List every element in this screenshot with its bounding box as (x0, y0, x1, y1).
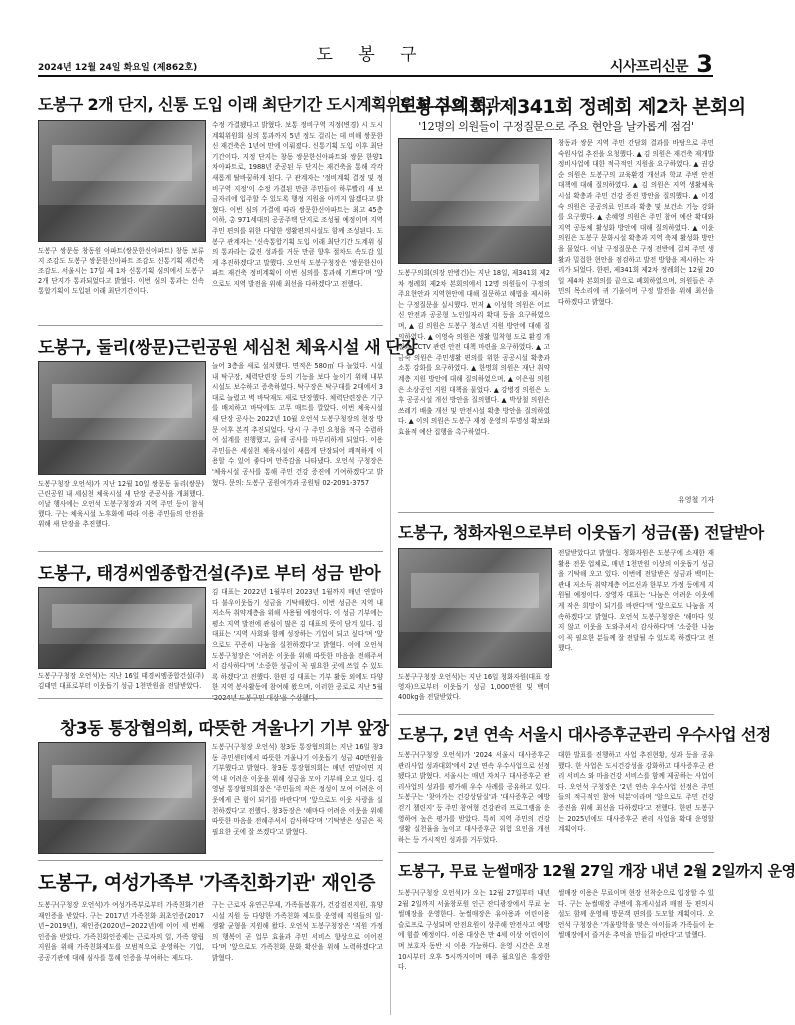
article-metabolic-program (398, 722, 771, 852)
article-body: 수정 가결됐다고 밝혔다. 보통 정비구역 지정(변경) 시 도시계획위원회 심의 통과까지 5년 정도 걸리는 데 비해 쌍문한신 재건축은 1년여 만에 이뤄졌다. 신통기획 도입 이후 최단기간이다. 지정 단지는 창동 쌍문한신아파트와 쌍문 한양1차아파트로, 1988년 준공된 두 단지는 재건축을 통해 각각 새롭게 탈바꿈하게 된다. 구 관계자는 '정비계획 결정 및 정비구역 지정'이 수정 가결된 만큼 주민들이 하루빨리 새 보금자리에 입주할 수 있도록 행정 지원을 아끼지 않겠다고 밝혔다. 이번 심의 가결에 따라 쌍문한신아파트는 최고 45층 이하, 총 971세대의 공공주택 단지로 조성될 예정이며 지역 주민 편의를 위한 다양한 생활편의시설도 함께 조성된다. 도봉구 관계자는 '신속통합기획 도입 이래 최단기간 도계위 심의 통과라는 값진 성과를 거둔 만큼 향후 절차도 속도감 있게 추진하겠다'고 말했다. 오언석 도봉구청장은 '쌍문한신아파트 재건축 정비계획이 이번 심의를 통과해 기쁘다'며 '앞으로도 지역 발전을 위해 최선을 다하겠다'고 전했다. (212, 121, 383, 288)
photo-caption: 도봉구구청장 오언석)는 지난 16일 청화자원(대표 장영자)으로부터 이웃돕기 성금 1,000만원 및 백미 400kg을 전달받았다. (398, 673, 550, 701)
article-body-left: 도봉구(구청장 오언석)가 오는 12월 27일부터 내년 2월 2일까지 서울창포원 인근 잔디광장에서 무료 눈썰매장을 운영한다. 눈썰매장은 유아용과 어린이용 슬로프로 구성되며 안전요원이 상주해 안전사고 예방에 힘쓸 예정이다. 이용 대상은 만 4세 이상 어린이이며 보호자 동반 시 이용 가능하다. 운영 시간은 오전 10시부터 오후 5시까지이며 매주 월요일은 휴장한다. (398, 889, 550, 972)
article-taekyung-donation (38, 559, 383, 702)
headline: 도봉구, 청화자원으로부터 이웃돕기 성금(품) 전달받아 (398, 523, 764, 542)
photo-caption: 도봉구청장 오언석)가 지난 12월 10일 쌍문동 둘리(쌍문)근린공원 내 세심천 체육시설 새 단장 준공식을 개최했다. 이날 행사에는 오언석 도봉구청장과 지역 주민 등이 참석했다. 구는 체육시설 노후화에 따라 이용 주민들의 안전을 위해 새 단장을 추진했다. (38, 480, 204, 528)
article-family-friendly (38, 868, 383, 1018)
article-photo (398, 138, 552, 264)
reporter-byline: 유영철 기자 (677, 496, 714, 504)
article-body-right: 썰매장 이용은 무료이며 현장 선착순으로 입장할 수 있다. 구는 눈썰매장 주변에 휴게시설과 매점 등 편의시설도 함께 운영해 방문객 편의를 도모할 계획이다. 오언석 구청장은 '겨울방학을 맞은 아이들과 가족들이 눈썰매장에서 즐거운 추억을 만들길 바란다'고 말했다. (558, 889, 714, 940)
section-divider (38, 860, 383, 861)
article-body: 도봉구(구청장 오언석) 창3동 통장협의회는 지난 16일 창3동 주민센터에서 따뜻한 겨울나기 이웃돕기 성금 40만원을 기부했다고 밝혔다. 창3동 통장협의회는 매년 연말이면 지역 내 어려운 이웃을 위해 성금을 모아 기부해 오고 있다. 김영남 통장협의회장은 '주민들의 작은 정성이 모여 어려운 이웃에게 큰 힘이 되기를 바란다'며 '앞으로도 이웃 사랑을 실천하겠다'고 전했다. 창3동장은 '해마다 어려운 이웃을 위해 따뜻한 마음을 전해주셔서 감사하다'며 '기탁받은 성금은 꼭 필요한 곳에 잘 쓰겠다'고 밝혔다. (212, 743, 383, 836)
article-photo (38, 120, 206, 242)
section-title: 도 봉 구 (316, 45, 427, 65)
column-divider (390, 90, 391, 1015)
headline: 도봉구, 무료 눈썰매장 12월 27일 개장 내년 2월 2일까지 운영 (398, 862, 795, 880)
article-photo (398, 548, 552, 668)
article-body-left: 도봉구(구청장 오언석)가 여성가족부로부터 가족친화기관 재인증을 받았다. 구는 2017년 가족친화 최초인증(2017년~2019년), 재인증(2020년~2022년)에 이어 세 번째 인증을 받았다. 가족친화인증제는 근로자의 일, 가족 양립 지원을 위해 가족친화제도를 모범적으로 운영하는 기업, 공공기관에 대해 심사를 통해 인증을 부여하는 제도다. (38, 901, 204, 962)
article-body: 김 대표는 2022년 1월부터 2023년 1월까지 매년 연말마다 불우이웃돕기 성금을 기탁해왔다. 이번 성금은 지역 내 저소득 취약계층을 위해 사용될 예정이다. 이 성금 기부에는 평소 지역 발전에 관심이 많은 김 대표의 뜻이 담겨 있다. 김 대표는 '지역 사회와 함께 성장하는 기업이 되고 싶다'며 '앞으로도 꾸준히 나눔을 실천하겠다'고 밝혔다. 이에 오언석 도봉구청장은 '어려운 이웃을 위해 따뜻한 마음을 전해주셔서 감사하다'며 '소중한 성금이 꼭 필요한 곳에 쓰일 수 있도록 하겠다'고 전했다. 한편 김 대표는 기부 활동 외에도 다양한 지역 봉사활동에 참여해 왔으며, 이러한 공로로 지난 5월 '2024년 도봉구민 대상'을 수상했다. (212, 588, 383, 702)
subhead: '12명의 의원들이 구정질문으로 주요 현안을 날카롭게 점검' (418, 120, 694, 133)
article-tongjang-donation (38, 714, 389, 854)
section-divider (398, 852, 714, 853)
headline: 도봉구, 2년 연속 서울시 대사증후군관리 우수사업 선정 (398, 725, 771, 744)
article-body-right: 대한 발표를 진행하고 사업 추진현황, 성과 등을 공유했다. 한 사업은 도시건강성을 강화하고 대사증후군 관리 서비스 와 마을건강 서비스를 함께 제공하는 사업이다. 오언석 구청장은 '2년 연속 우수사업 선정은 주민들의 적극적인 참여 덕분'이라며 '앞으로도 주민 건강 증진을 위해 최선을 다하겠다'고 전했다. 한편 도봉구는 2025년에도 대사증후군 관리 사업을 확대 운영할 계획이다. (558, 751, 714, 834)
article-sled-park (398, 860, 795, 1018)
article-rezoning (38, 92, 500, 322)
article-photo (38, 742, 206, 854)
article-gym-renovation (38, 333, 418, 548)
issue-date: 2024년 12월 24일 화요일 (제862호) (38, 63, 198, 73)
headline: 도봉구, 여성가족부 '가족친화기관' 재인증 (38, 872, 375, 894)
article-body: 늘어 3층을 새로 설치했다. 면적은 580㎡ 다 늘었다. 시설 내 탁구장, 체력단련장 등의 기능을 보다 높이기 위해 내부 시설도 보수하고 증축하였다. 탁구장은 탁구대를 2대에서 3대로 늘렸고 벽 바닥재도 새로 단장했다. 체력단련장은 기구를 배치하고 바닥에도 고무 매트를 깔았다. 이번 체육시설 새 단장 공사는 2022년 10월 오언석 도봉구청장의 현장 방문 이후 본격 추진되었다. 당시 구 주민 요청을 적극 수렴하여 설계를 진행했고, 올해 공사를 마무리하게 되었다. 이용 주민들은 세심천 체육시설이 새롭게 단장되어 쾌적하게 이용할 수 있어 좋다며 만족감을 나타냈다. 오언석 구청장은 '체육시설 공사를 통해 주민 건강 증진에 기여하겠다'고 밝혔다. 문의: 도봉구 공원여가과 공원팀 02-2091-3757 (212, 362, 383, 487)
headline: 도봉구, 태경씨엠종합건설(주)로 부터 성금 받아 (38, 564, 381, 584)
article-body-right: 구는 근로자 유연근무제, 가족돌봄휴가, 건강검진지원, 휴양시설 지원 등 다양한 가족친화 제도를 운영해 직원들의 일·생활 균형을 지원해 왔다. 오언석 도봉구청장은 '직원 가정의 행복이 곧 업무 효율과 주민 서비스 향상으로 이어진다'며 '앞으로도 가족친화 문화 확산을 위해 노력하겠다'고 밝혔다. (212, 901, 383, 962)
headline: 도봉구 2개 단지, 신통 도입 이래 최단기간 도시계획위원회 심의 통과 (38, 95, 500, 114)
section-divider (38, 325, 383, 326)
article-cheonghwa-donation (398, 520, 764, 710)
article-body-left: 도봉구(구청장 오언석)가 '2024 서울시 대사증후군 관리사업 성과대회'에서 2년 연속 우수사업으로 선정됐다고 밝혔다. 서울시는 매년 자치구 대사증후군 관리사업의 성과를 평가해 우수 사례를 공유하고 있다. 도봉구는 '찾아가는 건강상담실'과 '대사증후군 예방 걷기 챌린지' 등 주민 참여형 건강관리 프로그램을 운영하여 높은 평가를 받았다. 특히 지역 주민의 건강 생활 실천율을 높이고 대사증후군 위험 요인을 개선하는 등 가시적인 성과를 거두었다. (398, 751, 550, 844)
newspaper-logo: 시사프리신문 (609, 59, 688, 75)
masthead-rule (38, 75, 713, 77)
photo-caption: 도봉구 쌍문동 창동원 아파트(쌍문한신아파트) 창동 보류지 조감도 도봉구 쌍문한신아파트 조감도 신통기획 재건축 조감도. 서울시는 17일 제 1차 신통기획 심의에서 도봉구 2개 단지가 통과되었다고 밝혔다. 이번 심의 통과는 신속통합기획이 도입된 이래 최단기간이다. (38, 247, 204, 295)
headline: 창3동 통장협의회, 따뜻한 겨울나기 기부 앞장 (60, 719, 389, 739)
section-divider (398, 714, 714, 715)
section-divider (38, 698, 383, 699)
masthead (0, 0, 743, 78)
article-body: 전달받았다고 밝혔다. 청화자원은 도봉구에 소재한 재활용 전문 업체로, 매년 1천만원 이상의 이웃돕기 성금을 기탁해 오고 있다. 이번에 전달받은 성금과 백미는 관내 저소득 취약계층 어르신과 한부모 가정 등에게 지원될 예정이다. 장영자 대표는 '나눔은 어려운 이웃에게 작은 희망이 되기를 바란다'며 '앞으로도 나눔을 지속하겠다'고 밝혔다. 오언석 도봉구청장은 '해마다 잊지 않고 이웃을 도와주셔서 감사하다'며 '소중한 나눔이 꼭 필요한 분들께 잘 전달될 수 있도록 하겠다'고 전했다. (558, 549, 714, 653)
article-photo (38, 587, 206, 669)
photo-caption: 도봉구구청장 오언석)는 지난 16일 태경씨엠종합건설(주) 김태민 대표로부터 이웃돕기 성금 1천만원을 전달받았다. (38, 672, 204, 690)
headline: 도봉구의회, 제341회 정례회 제2차 본회의 (398, 96, 746, 118)
article-photo (38, 361, 206, 475)
page-number: 3 (696, 50, 713, 78)
article-body-left: 도봉구의회(의장 안병건)는 지난 18일, 제341회 제2차 정례회 제2차 본회의에서 12명 의원들이 구정의 주요현안과 지역현안에 대해 질문하고 해법을 제시하는 구정질문을 실시했다. 먼저 ▲ 이성학 의원은 어르신 안전과 공공형 노인일자리 확대 등을 요구하였으며, ▲ 김 의원은 도봉구 청소년 지원 방안에 대해 질의하였다. ▲ 이영숙 의원은 생활 밀착형 도로 환경 개선과 CCTV 관련 안전 대책 마련을 요구하였다. ▲ 고금숙 의원은 주민생활 편의를 위한 공공시설 확충과 소통 강화를 요구하였다. ▲ 한명희 의원은 재난 취약계층 지원 방안에 대해 질의하였으며, ▲ 이은림 의원은 소상공인 지원 대책을 물었다. ▲ 강병경 의원은 노후 공공시설 개선 방안을 질의했다. ▲ 박상철 의원은 쓰레기 배출 개선 및 안전시설 확충 방안을 질의하였다. ▲ 이의 의원은 도봉구 재정 운영의 투명성 확보와 효율적 예산 집행을 촉구하였다. (398, 269, 550, 436)
headline: 도봉구, 둘리(쌍문)근린공원 세심천 체육시설 새 단장 (38, 338, 418, 358)
section-divider (38, 551, 383, 552)
article-council-session (398, 92, 746, 507)
section-divider (398, 512, 714, 513)
article-body-right: 창동과 쌍문 지역 주민 간담회 결과를 바탕으로 주민 숙원사업 추진을 요청했다. ▲ 김 의원은 재건축 재개발 정비사업에 대한 적극적인 지원을 요구하였다. ▲ 권강순 의원은 도봉구의 교육환경 개선과 학교 주변 안전 대책에 대해 질의하였다. ▲ 김 의원은 지역 생활체육 시설 확충과 주민 건강 증진 방안을 질의했다. ▲ 이경숙 의원은 공공의료 인프라 확충 및 보건소 기능 강화를 요구했다. ▲ 손혜영 의원은 주민 참여 예산 확대와 지역 공동체 활성화 방안에 대해 질의하였다. ▲ 이윤 의원은 도봉구 문화시설 확충과 지역 축제 활성화 방안을 물었다. 이날 구정질문은 구정 전반에 걸쳐 주민 생활과 밀접한 현안을 점검하고 발전 방향을 제시하는 자리가 되었다. 한편, 제341회 제2차 정례회는 12월 20일 제4차 본회의를 끝으로 폐회하였으며, 의원들은 주민의 목소리에 귀 기울이며 구정 발전을 위해 최선을 다하겠다고 밝혔다. (558, 139, 714, 306)
